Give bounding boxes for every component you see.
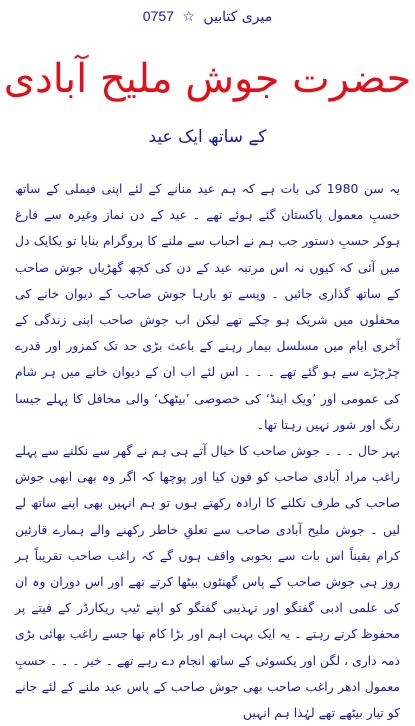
book-number: 0757 — [142, 8, 174, 24]
page-title: حضرت جوش ملیح آبادی — [3, 56, 412, 102]
series-label: میری کتابیں — [203, 9, 273, 25]
article-body — [15, 176, 400, 721]
paragraph: یہ سن 1980 کی بات ہے کہ ہم عید منانے کے لئے اپنی فیملی کے ساتھ حسبِ معمول پاکستان گئے ہوئے تھے ۔ عید کے دن نماز وغیرہ سے فارغ ہوکر حسبِ دستور جب ہم نے احباب سے ملنے کا پروگرام بنایا تو یکایک دل میں آئی کہ کیوں نہ اس مرتبہ عید کے دن کی کچھ گھڑیاں جوش صاحب کے ساتھ گذاری جائیں ۔ ویسے تو بارہا جوش صاحب کے دیوان خانے کی محفلوں میں شریک ہو چکے تھے لیکن اب جوش صاحب اپنی زندگی کے آخری ایام میں مسلسل بیمار رہنے کے باعث بڑی حد تک کمزور اور قدرے چڑچڑے سے ہو گئے تھے ۔ ۔ ۔ اس لئے اب ان کے دیوان خانے میں ہر شام کی عمومی اور ’ویک اینڈ‘ کی خصوصی ’بیٹھک‘ والی محافل کا پہلے جیسا رنگ اور شور نہیں رہتا تھا۔ — [15, 181, 400, 432]
page-subtitle: کے ساتھ ایک عید — [148, 127, 267, 147]
header-line — [0, 6, 415, 27]
paragraph: بہر حال ۔ ۔ ۔ جوش صاحب کا خیال آتے ہی ہم نے گھر سے نکلنے سے پہلے راغب مراد آبادی صاحب کو فون کیا اور پوچھا کہ اگر وہ بھی ابھی جوش صاحب کی طرف نکلنے کا ارادہ رکھتے ہوں تو ہم انہیں بھی اپنے ساتھ لے لیں ۔ جوش ملیح آبادی صاحب سے تعلقِ خاطر رکھنے والے ہمارے قارئین کرام یقیناً اس بات سے بخوبی واقف ہوں گے کہ راغب صاحب تقریباً ہر روز ہی جوش صاحب کے پاس گھنٹوں بیٹھا کرتے تھے اور اس دوران وہ ان کی علمی ادبی گفتگو اور تہذیبی گفتگو کو اپنے ٹیپ ریکارڈر کے فیتے پر محفوظ کرتے رہتے ۔ یہ ایک بہت اہم اور بڑا کام تھا جسے راغب بھائی بڑی ذمہ داری ، لگن اور یکسوئی کے ساتھ انجام دے رہے تھے ۔ خیر ۔ ۔ ۔ حسبِ معمول ادھر راغب صاحب بھی جوش صاحب کے پاس عید ملنے کے لئے جانے کو تیار بیٹھے تھے لہٰذا ہم انہیں — [15, 443, 400, 721]
star-icon: ☆ — [182, 9, 195, 25]
